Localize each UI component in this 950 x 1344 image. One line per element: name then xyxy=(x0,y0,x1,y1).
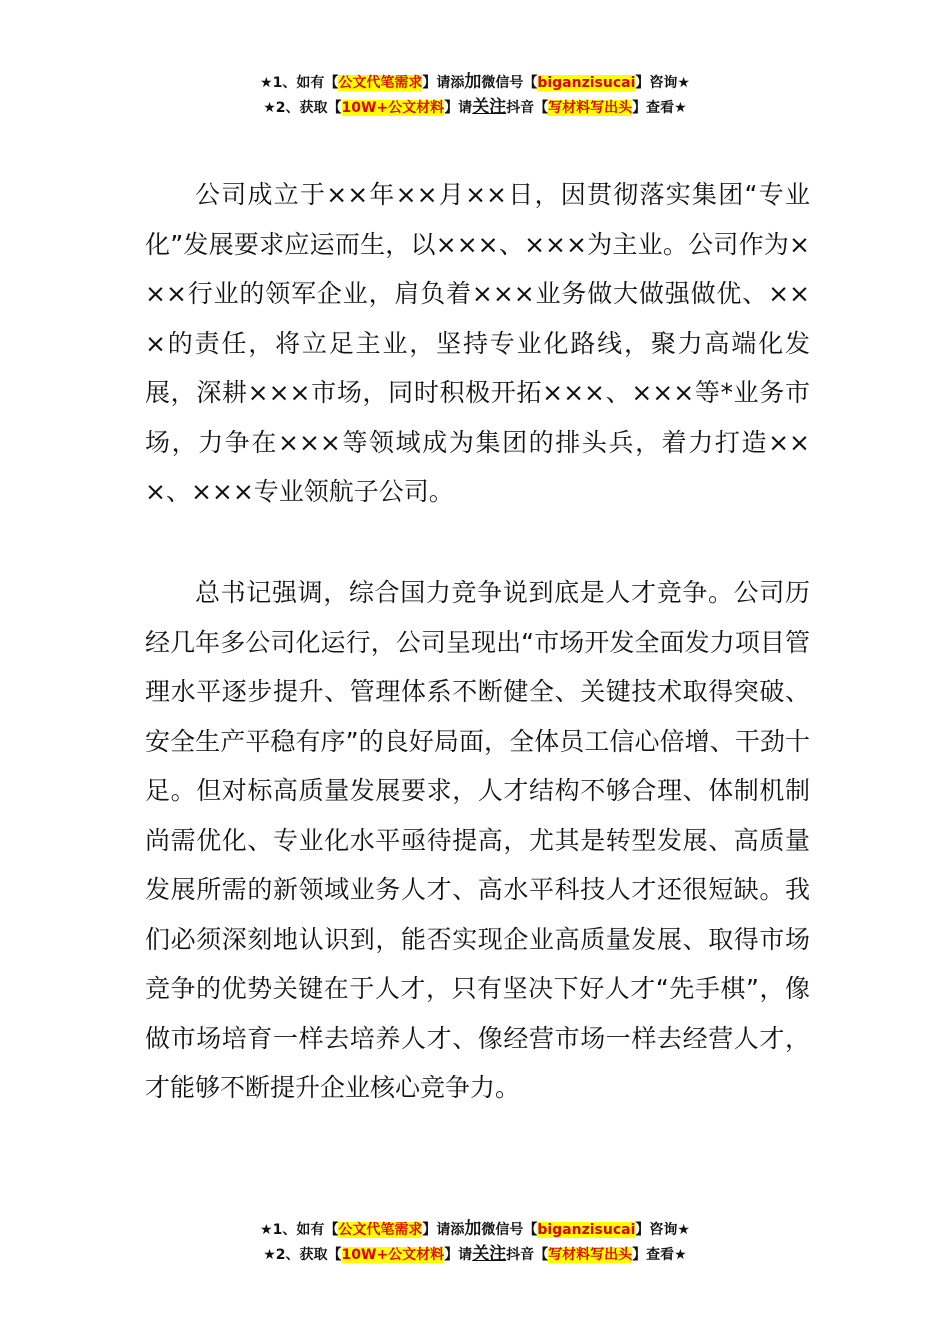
banner-text: 】请 xyxy=(444,100,473,116)
banner-emphasis: 关注 xyxy=(472,97,507,117)
banner-text: 微信号【 xyxy=(481,1222,538,1238)
highlight-account: 写材料写出头 xyxy=(548,1247,633,1263)
banner-text: 】请添 xyxy=(422,75,465,91)
banner-text: 】咨询★ xyxy=(635,75,690,91)
footer-banner-line-1 xyxy=(0,1217,950,1242)
highlight-service: 公文代笔需求 xyxy=(338,1222,423,1238)
banner-text: 】咨询★ xyxy=(635,1222,690,1238)
banner-text: 】请 xyxy=(444,1247,473,1263)
banner-text: 微信号【 xyxy=(481,75,538,91)
document-body-2 xyxy=(145,568,810,1113)
footer-banner xyxy=(0,1217,950,1267)
highlight-materials: 10W+公文材料 xyxy=(341,1247,445,1263)
paragraph: 公司成立于××年××月××日，因贯彻落实集团“专业化”发展要求应运而生，以×××、×××为主业。公司作为×××行业的领军企业，肩负着×××业务做大做强做优、×××的责任，将立足主业，坚持专业化路线，聚力高端化发展，深耕×××市场，同时积极开拓×××、×××等*业务市场，力争在×××等领域成为集团的排头兵，着力打造×××、×××专业领航子公司。 xyxy=(145,180,810,506)
highlight-account: 写材料写出头 xyxy=(548,100,633,116)
document-body-1 xyxy=(145,170,810,517)
banner-text: 】查看★ xyxy=(632,1247,687,1263)
banner-text: ★2、获取【 xyxy=(263,100,342,116)
banner-text: ★2、获取【 xyxy=(263,1247,342,1263)
header-banner xyxy=(0,70,950,120)
highlight-wechat-id: biganzisucai xyxy=(537,75,636,91)
banner-emphasis: 加 xyxy=(464,1219,482,1239)
highlight-wechat-id: biganzisucai xyxy=(537,1222,636,1238)
banner-text: ★1、如有【 xyxy=(260,75,339,91)
header-banner-line-1 xyxy=(0,70,950,95)
banner-text: 抖音【 xyxy=(506,1247,549,1263)
banner-text: 】查看★ xyxy=(632,100,687,116)
banner-text: ★1、如有【 xyxy=(260,1222,339,1238)
paragraph: 总书记强调，综合国力竞争说到底是人才竞争。公司历经几年多公司化运行，公司呈现出“市场开发全面发力项目管理水平逐步提升、管理体系不断健全、关键技术取得突破、安全生产平稳有序”的良好局面，全体员工信心倍增、干劲十足。但对标高质量发展要求，人才结构不够合理、体制机制尚需优化、专业化水平亟待提高，尤其是转型发展、高质量发展所需的新领域业务人才、高水平科技人才还很短缺。我们必须深刻地认识到，能否实现企业高质量发展、取得市场竞争的优势关键在于人才，只有坚决下好人才“先手棋”，像做市场培育一样去培养人才、像经营市场一样去经营人才，才能够不断提升企业核心竞争力。 xyxy=(145,578,810,1102)
banner-emphasis: 关注 xyxy=(472,1244,507,1264)
banner-emphasis: 加 xyxy=(464,72,482,92)
highlight-materials: 10W+公文材料 xyxy=(341,100,445,116)
highlight-service: 公文代笔需求 xyxy=(338,75,423,91)
header-banner-line-2 xyxy=(0,95,950,120)
footer-banner-line-2 xyxy=(0,1242,950,1267)
banner-text: 抖音【 xyxy=(506,100,549,116)
banner-text: 】请添 xyxy=(422,1222,465,1238)
